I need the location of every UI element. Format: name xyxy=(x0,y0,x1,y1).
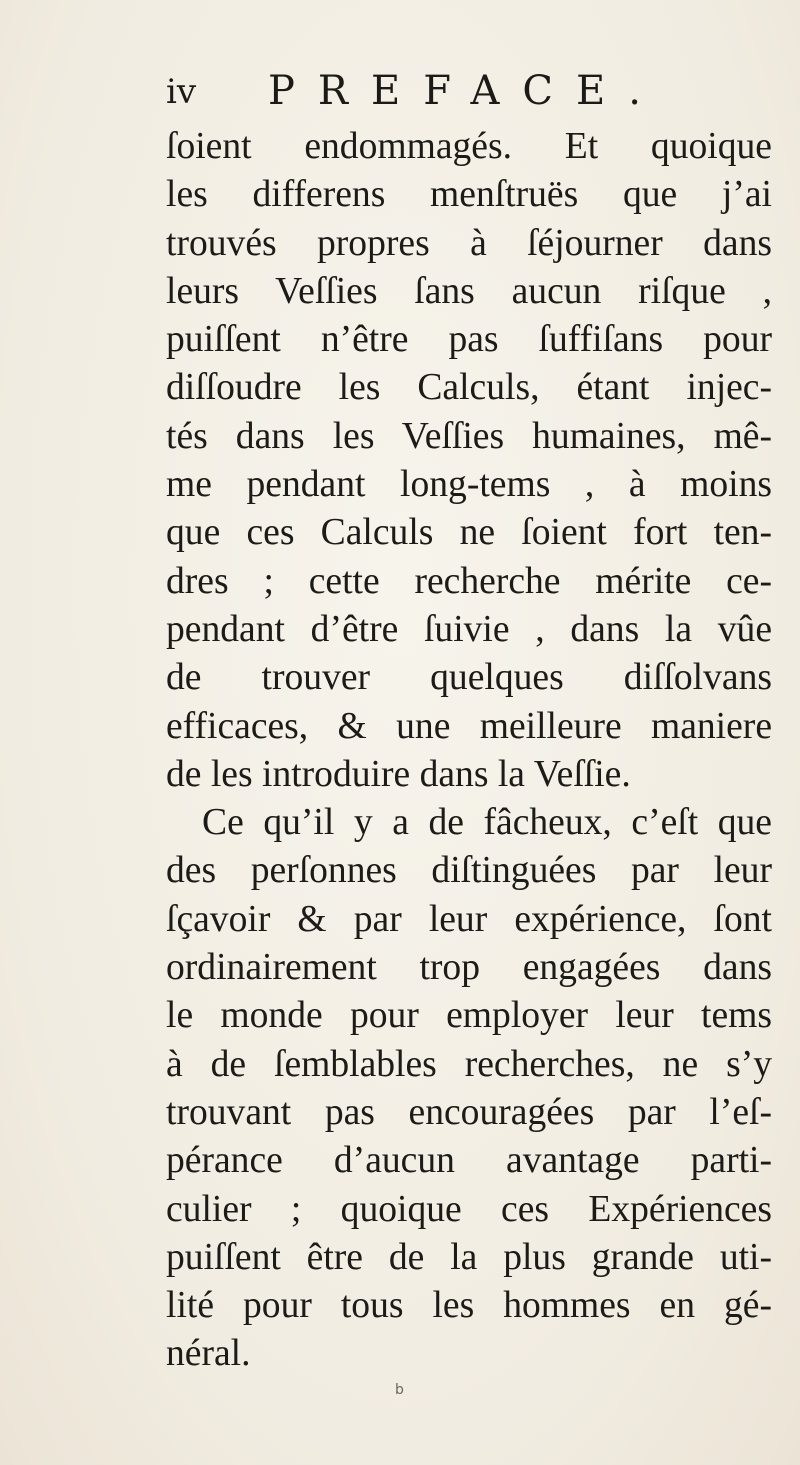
body-text xyxy=(166,123,772,1379)
text-line: ordinairement trop engagées dans xyxy=(166,947,772,989)
text-line: dres ; cette recherche mérite ce- xyxy=(166,560,772,602)
paragraph-end-line: de les introduire dans la Veſſie. xyxy=(166,753,631,795)
text-line: puiſſent être de la plus grande uti- xyxy=(166,1236,772,1278)
text-line: pendant d’être ſuivie , dans la vûe xyxy=(166,608,772,650)
text-line: lité pour tous les hommes en gé- xyxy=(166,1285,772,1327)
text-line: que ces Calculs ne ſoient fort ten- xyxy=(166,512,772,554)
running-title: PREFACE. xyxy=(268,68,664,114)
text-line: les differens menſtruës que j’ai xyxy=(166,174,772,216)
text-line: de trouver quelques diſſolvans xyxy=(166,657,772,699)
paragraph-start-line: Ce qu’il y a de fâcheux, c’eſt que xyxy=(202,802,772,844)
text-line: efficaces, & une meilleure maniere xyxy=(166,705,772,747)
text-line: tés dans les Veſſies humaines, mê- xyxy=(166,415,772,457)
text-line: pérance d’aucun avantage parti- xyxy=(166,1140,772,1182)
paragraph-end-line: néral. xyxy=(166,1333,251,1375)
text-line: ſoient endommagés. Et quoique xyxy=(166,126,772,167)
text-line: des perſonnes diſtinguées par leur xyxy=(166,850,772,892)
text-line: trouvés propres à ſéjourner dans xyxy=(166,222,772,264)
text-line: à de ſemblables recherches, ne s’y xyxy=(166,1043,772,1085)
page-number: iv xyxy=(166,72,197,112)
text-line: me pendant long-tems , à moins xyxy=(166,464,772,506)
text-line: leurs Veſſies ſans aucun riſque , xyxy=(166,270,772,312)
text-line: le monde pour employer leur tems xyxy=(166,995,772,1037)
text-line: diſſoudre les Calculs, étant injec- xyxy=(166,367,772,409)
text-line: trouvant pas encouragées par l’eſ- xyxy=(166,1091,772,1133)
text-line: puiſſent n’être pas ſuffiſans pour xyxy=(166,319,772,361)
printer-mark: b xyxy=(395,1382,404,1398)
text-line: culier ; quoique ces Expériences xyxy=(166,1188,772,1230)
text-line: ſçavoir & par leur expérience, ſont xyxy=(166,898,772,940)
